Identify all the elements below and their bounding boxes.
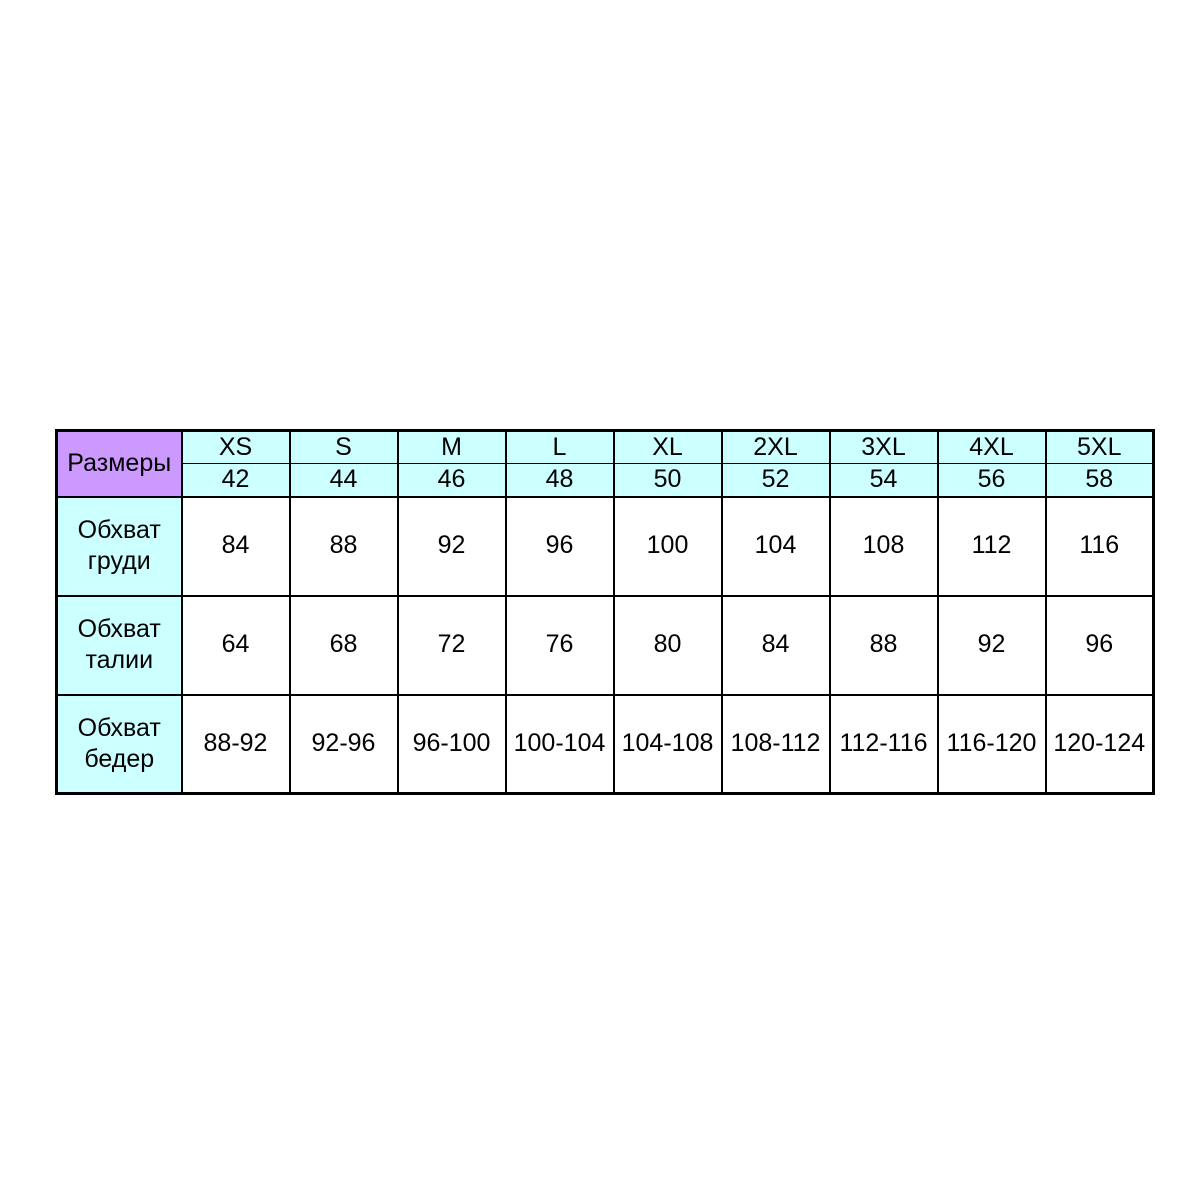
size-letter-cell: XS xyxy=(182,431,290,464)
waist-value-cell: 80 xyxy=(614,596,722,695)
waist-value-cell: 72 xyxy=(398,596,506,695)
chest-value-cell: 112 xyxy=(938,497,1046,596)
size-number-cell: 54 xyxy=(830,464,938,497)
row-label-hips: Обхват бедер xyxy=(57,695,182,794)
size-letter-cell: 2XL xyxy=(722,431,830,464)
size-letter-cell: 3XL xyxy=(830,431,938,464)
waist-value-cell: 88 xyxy=(830,596,938,695)
size-number-cell: 50 xyxy=(614,464,722,497)
chest-value-cell: 100 xyxy=(614,497,722,596)
size-number-cell: 48 xyxy=(506,464,614,497)
chest-value-cell: 84 xyxy=(182,497,290,596)
hips-value-cell: 116-120 xyxy=(938,695,1046,794)
size-number-cell: 44 xyxy=(290,464,398,497)
waist-value-cell: 76 xyxy=(506,596,614,695)
chest-row xyxy=(57,497,1154,596)
hips-value-cell: 104-108 xyxy=(614,695,722,794)
waist-value-cell: 96 xyxy=(1046,596,1154,695)
hips-value-cell: 112-116 xyxy=(830,695,938,794)
waist-row xyxy=(57,596,1154,695)
row-label-chest: Обхват груди xyxy=(57,497,182,596)
chest-value-cell: 92 xyxy=(398,497,506,596)
waist-value-cell: 68 xyxy=(290,596,398,695)
size-number-cell: 56 xyxy=(938,464,1046,497)
hips-value-cell: 108-112 xyxy=(722,695,830,794)
size-letter-cell: 4XL xyxy=(938,431,1046,464)
size-letters-row xyxy=(57,431,1154,464)
size-letter-cell: 5XL xyxy=(1046,431,1154,464)
row-label-waist: Обхват талии xyxy=(57,596,182,695)
hips-value-cell: 88-92 xyxy=(182,695,290,794)
size-letter-cell: L xyxy=(506,431,614,464)
size-letter-cell: S xyxy=(290,431,398,464)
size-letter-cell: XL xyxy=(614,431,722,464)
size-numbers-row xyxy=(57,464,1154,497)
chest-value-cell: 96 xyxy=(506,497,614,596)
chest-value-cell: 108 xyxy=(830,497,938,596)
waist-value-cell: 84 xyxy=(722,596,830,695)
chest-value-cell: 104 xyxy=(722,497,830,596)
waist-value-cell: 92 xyxy=(938,596,1046,695)
waist-value-cell: 64 xyxy=(182,596,290,695)
size-number-cell: 46 xyxy=(398,464,506,497)
hips-row xyxy=(57,695,1154,794)
chest-value-cell: 116 xyxy=(1046,497,1154,596)
hips-value-cell: 92-96 xyxy=(290,695,398,794)
size-number-cell: 52 xyxy=(722,464,830,497)
size-chart xyxy=(55,429,1155,795)
size-letter-cell: M xyxy=(398,431,506,464)
hips-value-cell: 120-124 xyxy=(1046,695,1154,794)
sizes-corner-cell: Размеры xyxy=(57,431,182,497)
size-chart-table xyxy=(55,429,1155,795)
hips-value-cell: 100-104 xyxy=(506,695,614,794)
chest-value-cell: 88 xyxy=(290,497,398,596)
hips-value-cell: 96-100 xyxy=(398,695,506,794)
size-number-cell: 42 xyxy=(182,464,290,497)
size-number-cell: 58 xyxy=(1046,464,1154,497)
